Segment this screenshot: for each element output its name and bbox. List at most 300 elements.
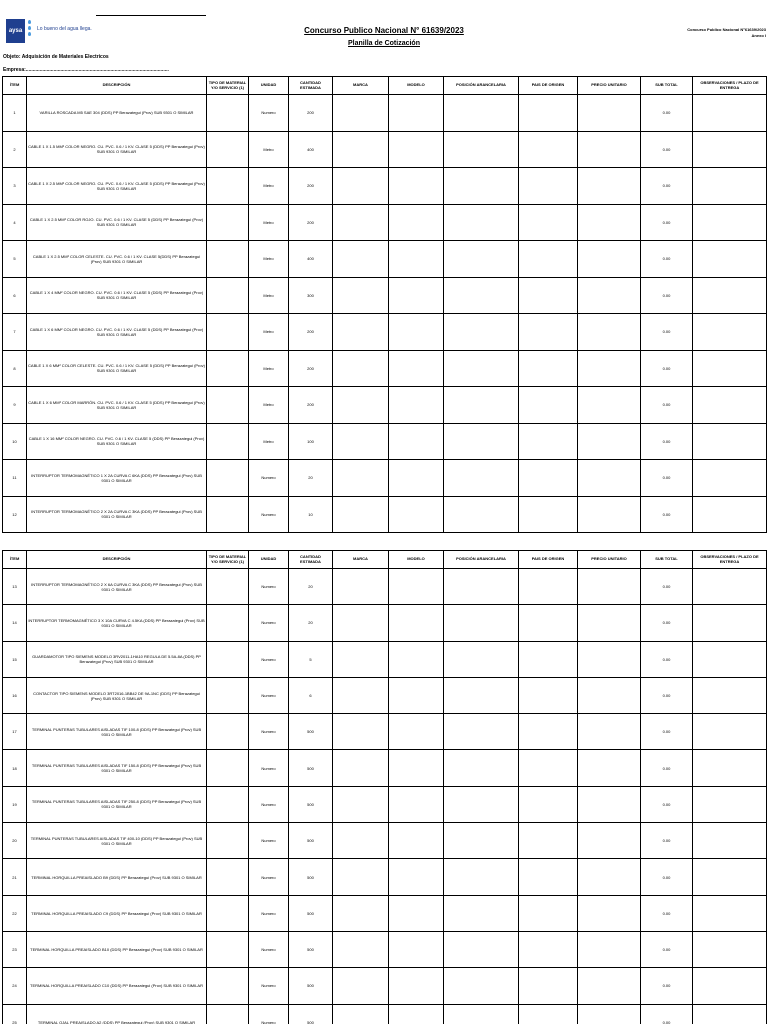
material-type-cell[interactable] (207, 314, 249, 351)
material-type-cell[interactable] (207, 859, 249, 895)
description-cell: CABLE 1 X 2.5 MM² COLOR CELESTE. CU. PVC. 0.6 / 1 KV. CLASE 5(DDS) PP Berazategui (Prov) SUB 9301 O SIMILAR (27, 241, 207, 278)
description-cell: TERMINAL PUNTERAS TUBULARES AISLADAS TIF 100-8 (DDS) PP Berazategui (Prov) SUB 9301 O SIMILAR (27, 714, 207, 750)
observations-cell[interactable] (693, 277, 767, 314)
quantity-cell: 400 (289, 131, 333, 168)
model-cell[interactable] (389, 823, 444, 859)
observations-cell[interactable] (693, 823, 767, 859)
tariff-position-cell[interactable] (444, 677, 519, 713)
tariff-position-cell[interactable] (444, 460, 519, 497)
brand-cell[interactable] (333, 931, 389, 967)
column-header: OBSERVACIONES / PLAZO DE ENTREGA (693, 77, 767, 95)
subtotal-cell: 0.00 (641, 714, 693, 750)
quantity-cell: 10 (289, 496, 333, 533)
tariff-position-cell[interactable] (444, 605, 519, 641)
item-cell: 10 (3, 423, 27, 460)
material-type-cell[interactable] (207, 714, 249, 750)
model-cell[interactable] (389, 350, 444, 387)
brand-cell[interactable] (333, 823, 389, 859)
model-cell[interactable] (389, 895, 444, 931)
tariff-position-cell[interactable] (444, 314, 519, 351)
unit-price-cell[interactable] (578, 95, 641, 132)
model-cell[interactable] (389, 168, 444, 205)
material-type-cell[interactable] (207, 895, 249, 931)
column-header: OBSERVACIONES / PLAZO DE ENTREGA (693, 551, 767, 569)
material-type-cell[interactable] (207, 204, 249, 241)
brand-cell[interactable] (333, 1004, 389, 1024)
observations-cell[interactable] (693, 677, 767, 713)
model-cell[interactable] (389, 277, 444, 314)
brand-cell[interactable] (333, 314, 389, 351)
item-cell: 19 (3, 786, 27, 822)
description-cell: INTERRUPTOR TERMOMAGNÉTICO 3 X 10A CURVA C 4.5KA (DDS) PP Berazategui (Prov) SUB 9301 O SIMILAR (27, 605, 207, 641)
subtotal-cell: 0.00 (641, 168, 693, 205)
brand-cell[interactable] (333, 460, 389, 497)
description-cell: TERMINAL PUNTERAS TUBULARES AISLADAS TIF 400-10 (DDS) PP Berazategui (Prov) SUB 9301 O SIMILAR (27, 823, 207, 859)
origin-country-cell[interactable] (519, 314, 578, 351)
table-row (3, 750, 767, 786)
subtotal-cell: 0.00 (641, 95, 693, 132)
quantity-cell: 500 (289, 786, 333, 822)
model-cell[interactable] (389, 714, 444, 750)
description-cell: CABLE 1 X 1.5 MM² COLOR NEGRO. CU. PVC. 0.6 / 1 KV. CLASE 5 (DDS) PP Berazategui (Prov) SUB 9301 O SIMILAR (27, 131, 207, 168)
unit-cell: Numero (249, 641, 289, 677)
item-cell: 18 (3, 750, 27, 786)
observations-cell[interactable] (693, 931, 767, 967)
material-type-cell[interactable] (207, 95, 249, 132)
item-cell: 13 (3, 569, 27, 605)
tariff-position-cell[interactable] (444, 750, 519, 786)
item-cell: 16 (3, 677, 27, 713)
tariff-position-cell[interactable] (444, 569, 519, 605)
table-row (3, 95, 767, 132)
model-cell[interactable] (389, 968, 444, 1004)
tariff-position-cell[interactable] (444, 1004, 519, 1024)
column-header: POSICIÓN ARANCELARIA (444, 551, 519, 569)
observations-cell[interactable] (693, 859, 767, 895)
unit-price-cell[interactable] (578, 641, 641, 677)
unit-cell: Numero (249, 895, 289, 931)
material-type-cell[interactable] (207, 931, 249, 967)
observations-cell[interactable] (693, 95, 767, 132)
unit-cell: Numero (249, 605, 289, 641)
origin-country-cell[interactable] (519, 641, 578, 677)
model-cell[interactable] (389, 641, 444, 677)
observations-cell[interactable] (693, 569, 767, 605)
observations-cell[interactable] (693, 750, 767, 786)
model-cell[interactable] (389, 786, 444, 822)
unit-price-cell[interactable] (578, 387, 641, 424)
brand-cell[interactable] (333, 750, 389, 786)
origin-country-cell[interactable] (519, 823, 578, 859)
subtotal-cell: 0.00 (641, 786, 693, 822)
brand-cell[interactable] (333, 168, 389, 205)
tariff-position-cell[interactable] (444, 968, 519, 1004)
column-header: DESCRIPCIÓN (27, 551, 207, 569)
material-type-cell[interactable] (207, 968, 249, 1004)
subtotal-cell: 0.00 (641, 460, 693, 497)
model-cell[interactable] (389, 460, 444, 497)
observations-cell[interactable] (693, 786, 767, 822)
subtotal-cell: 0.00 (641, 1004, 693, 1024)
table-row (3, 786, 767, 822)
unit-price-cell[interactable] (578, 131, 641, 168)
item-cell: 8 (3, 350, 27, 387)
column-header: PRECIO UNITARIO (578, 77, 641, 95)
quantity-cell: 500 (289, 895, 333, 931)
table-row (3, 241, 767, 278)
unit-price-cell[interactable] (578, 314, 641, 351)
description-cell: CABLE 1 X 6 MM² COLOR NEGRO. CU. PVC. 0.6 / 1 KV. CLASE 5 (DDS) PP Berazategui (Prov) SUB 9301 O SIMILAR (27, 314, 207, 351)
unit-cell: Numero (249, 677, 289, 713)
quantity-cell: 400 (289, 241, 333, 278)
origin-country-cell[interactable] (519, 968, 578, 1004)
unit-cell: Numero (249, 569, 289, 605)
brand-cell[interactable] (333, 496, 389, 533)
model-cell[interactable] (389, 677, 444, 713)
quantity-cell: 200 (289, 350, 333, 387)
subtotal-cell: 0.00 (641, 131, 693, 168)
column-header: ÍTEM (3, 77, 27, 95)
subtotal-cell: 0.00 (641, 314, 693, 351)
observations-cell[interactable] (693, 241, 767, 278)
unit-cell: Numero (249, 859, 289, 895)
tariff-position-cell[interactable] (444, 95, 519, 132)
subtotal-cell: 0.00 (641, 496, 693, 533)
brand-cell[interactable] (333, 677, 389, 713)
brand-cell[interactable] (333, 605, 389, 641)
description-cell: CABLE 1 X 2.5 MM² COLOR NEGRO. CU. PVC. 0.6 / 1 KV. CLASE 5 (DDS) PP Berazategui (Prov) SUB 9301 O SIMILAR (27, 168, 207, 205)
observations-cell[interactable] (693, 350, 767, 387)
signature-line (96, 15, 206, 16)
tariff-position-cell[interactable] (444, 714, 519, 750)
item-cell: 25 (3, 1004, 27, 1024)
quantity-cell: 200 (289, 314, 333, 351)
origin-country-cell[interactable] (519, 605, 578, 641)
brand-cell[interactable] (333, 241, 389, 278)
material-type-cell[interactable] (207, 423, 249, 460)
unit-price-cell[interactable] (578, 277, 641, 314)
origin-country-cell[interactable] (519, 95, 578, 132)
table-row (3, 859, 767, 895)
tariff-position-cell[interactable] (444, 931, 519, 967)
description-cell: CABLE 1 X 6 MM² COLOR MARRÓN. CU. PVC. 0.6 / 1 KV. CLASE 5 (DDS) PP Berazategui (Prov) SUB 9301 O SIMILAR (27, 387, 207, 424)
material-type-cell[interactable] (207, 387, 249, 424)
unit-price-cell[interactable] (578, 569, 641, 605)
table-row (3, 460, 767, 497)
origin-country-cell[interactable] (519, 168, 578, 205)
unit-price-cell[interactable] (578, 714, 641, 750)
aysa-logo: aysa (6, 19, 25, 43)
origin-country-cell[interactable] (519, 387, 578, 424)
model-cell[interactable] (389, 204, 444, 241)
brand-cell[interactable] (333, 95, 389, 132)
tariff-position-cell[interactable] (444, 204, 519, 241)
description-cell: CABLE 1 X 4 MM² COLOR NEGRO. CU. PVC. 0.6 / 1 KV. CLASE 5 (DDS) PP Berazategui (Prov) SUB 9301 O SIMILAR (27, 277, 207, 314)
unit-cell: Numero (249, 823, 289, 859)
annex-label: Anexo I (751, 33, 766, 38)
tariff-position-cell[interactable] (444, 131, 519, 168)
observations-cell[interactable] (693, 314, 767, 351)
unit-cell: Numero (249, 968, 289, 1004)
origin-country-cell[interactable] (519, 241, 578, 278)
unit-price-cell[interactable] (578, 460, 641, 497)
subtotal-cell: 0.00 (641, 859, 693, 895)
unit-cell: Numero (249, 496, 289, 533)
quantity-cell: 20 (289, 460, 333, 497)
observations-cell[interactable] (693, 1004, 767, 1024)
observations-cell[interactable] (693, 714, 767, 750)
tariff-position-cell[interactable] (444, 168, 519, 205)
model-cell[interactable] (389, 496, 444, 533)
brand-cell[interactable] (333, 968, 389, 1004)
observations-cell[interactable] (693, 641, 767, 677)
table-row (3, 387, 767, 424)
origin-country-cell[interactable] (519, 1004, 578, 1024)
brand-cell[interactable] (333, 786, 389, 822)
unit-price-cell[interactable] (578, 786, 641, 822)
item-cell: 2 (3, 131, 27, 168)
table-row (3, 931, 767, 967)
unit-cell: Metro (249, 387, 289, 424)
unit-price-cell[interactable] (578, 605, 641, 641)
model-cell[interactable] (389, 569, 444, 605)
quantity-cell: 200 (289, 95, 333, 132)
origin-country-cell[interactable] (519, 204, 578, 241)
table-row (3, 277, 767, 314)
column-header: PAIS DE ORIGEN (519, 551, 578, 569)
description-cell: TERMINAL PUNTERAS TUBULARES AISLADAS TIF 250-8 (DDS) PP Berazategui (Prov) SUB 9301 O SIMILAR (27, 786, 207, 822)
column-header: MARCA (333, 551, 389, 569)
unit-price-cell[interactable] (578, 895, 641, 931)
column-header: PRECIO UNITARIO (578, 551, 641, 569)
origin-country-cell[interactable] (519, 750, 578, 786)
unit-price-cell[interactable] (578, 241, 641, 278)
brand-cell[interactable] (333, 350, 389, 387)
observations-cell[interactable] (693, 131, 767, 168)
origin-country-cell[interactable] (519, 895, 578, 931)
table-row (3, 204, 767, 241)
table-row (3, 605, 767, 641)
brand-cell[interactable] (333, 423, 389, 460)
origin-country-cell[interactable] (519, 460, 578, 497)
item-cell: 9 (3, 387, 27, 424)
tariff-position-cell[interactable] (444, 786, 519, 822)
table-row (3, 569, 767, 605)
origin-country-cell[interactable] (519, 714, 578, 750)
observations-cell[interactable] (693, 423, 767, 460)
tariff-position-cell[interactable] (444, 350, 519, 387)
model-cell[interactable] (389, 750, 444, 786)
unit-cell: Numero (249, 1004, 289, 1024)
brand-cell[interactable] (333, 131, 389, 168)
brand-cell[interactable] (333, 859, 389, 895)
unit-price-cell[interactable] (578, 968, 641, 1004)
unit-cell: Metro (249, 277, 289, 314)
origin-country-cell[interactable] (519, 786, 578, 822)
observations-cell[interactable] (693, 460, 767, 497)
brand-cell[interactable] (333, 204, 389, 241)
material-type-cell[interactable] (207, 823, 249, 859)
unit-cell: Metro (249, 423, 289, 460)
item-cell: 3 (3, 168, 27, 205)
logo-tagline: Lo bueno del agua llega. (37, 26, 92, 32)
material-type-cell[interactable] (207, 605, 249, 641)
unit-price-cell[interactable] (578, 931, 641, 967)
brand-cell[interactable] (333, 277, 389, 314)
observations-cell[interactable] (693, 387, 767, 424)
origin-country-cell[interactable] (519, 859, 578, 895)
quantity-cell: 500 (289, 714, 333, 750)
description-cell: TERMINAL OJAL PREAISLADO A2 (DDS) PP Berazategui (Prov) SUB 9301 O SIMILAR (27, 1004, 207, 1024)
subtotal-cell: 0.00 (641, 387, 693, 424)
subtotal-cell: 0.00 (641, 350, 693, 387)
subtotal-cell: 0.00 (641, 641, 693, 677)
description-cell: INTERRUPTOR TERMOMAGNÉTICO 2 X 6A CURVA C 3KA (DDS) PP Berazategui (Prov) SUB 9301 O SIMILAR (27, 569, 207, 605)
table-row (3, 714, 767, 750)
quantity-cell: 20 (289, 605, 333, 641)
material-type-cell[interactable] (207, 350, 249, 387)
column-header: UNIDAD (249, 77, 289, 95)
brand-cell[interactable] (333, 714, 389, 750)
tariff-position-cell[interactable] (444, 241, 519, 278)
unit-price-cell[interactable] (578, 823, 641, 859)
model-cell[interactable] (389, 241, 444, 278)
material-type-cell[interactable] (207, 277, 249, 314)
material-type-cell[interactable] (207, 241, 249, 278)
tariff-position-cell[interactable] (444, 859, 519, 895)
column-header: CANTIDAD ESTIMADA (289, 77, 333, 95)
tariff-position-cell[interactable] (444, 823, 519, 859)
model-cell[interactable] (389, 387, 444, 424)
tariff-position-cell[interactable] (444, 387, 519, 424)
empresa-field[interactable]: Empresa:....................................................................................................... (3, 67, 169, 73)
quantity-cell: 200 (289, 168, 333, 205)
material-type-cell[interactable] (207, 1004, 249, 1024)
table-row (3, 314, 767, 351)
model-cell[interactable] (389, 423, 444, 460)
observations-cell[interactable] (693, 605, 767, 641)
tariff-position-cell[interactable] (444, 895, 519, 931)
unit-price-cell[interactable] (578, 859, 641, 895)
table-row (3, 350, 767, 387)
material-type-cell[interactable] (207, 569, 249, 605)
quotation-table-1 (2, 76, 767, 533)
subtotal-cell: 0.00 (641, 750, 693, 786)
model-cell[interactable] (389, 95, 444, 132)
model-cell[interactable] (389, 859, 444, 895)
table-row (3, 423, 767, 460)
model-cell[interactable] (389, 931, 444, 967)
item-cell: 22 (3, 895, 27, 931)
observations-cell[interactable] (693, 496, 767, 533)
item-cell: 1 (3, 95, 27, 132)
observations-cell[interactable] (693, 204, 767, 241)
subtotal-cell: 0.00 (641, 968, 693, 1004)
objeto-line: Objeto: Adquisición de Materiales Electricos (3, 54, 109, 60)
item-cell: 24 (3, 968, 27, 1004)
origin-country-cell[interactable] (519, 423, 578, 460)
column-header: MODELO (389, 551, 444, 569)
material-type-cell[interactable] (207, 168, 249, 205)
item-cell: 7 (3, 314, 27, 351)
unit-price-cell[interactable] (578, 168, 641, 205)
unit-price-cell[interactable] (578, 750, 641, 786)
brand-cell[interactable] (333, 569, 389, 605)
model-cell[interactable] (389, 605, 444, 641)
subtotal-cell: 0.00 (641, 931, 693, 967)
brand-cell[interactable] (333, 895, 389, 931)
reference-line: Concurso Publico Nacional N°61639/2023 (687, 27, 766, 32)
observations-cell[interactable] (693, 895, 767, 931)
origin-country-cell[interactable] (519, 496, 578, 533)
origin-country-cell[interactable] (519, 350, 578, 387)
unit-price-cell[interactable] (578, 423, 641, 460)
description-cell: GUARDAMOTOR TIPO SIEMENS MODELO 3RV2011-1HA10 REGULA DE 5.5A-8A (DDS) PP Berazategui (Prov) SUB 9301 O SIMILAR (27, 641, 207, 677)
origin-country-cell[interactable] (519, 931, 578, 967)
origin-country-cell[interactable] (519, 569, 578, 605)
material-type-cell[interactable] (207, 750, 249, 786)
column-header: UNIDAD (249, 551, 289, 569)
description-cell: INTERRUPTOR TERMOMAGNÉTICO 2 X 2A CURVA C 3KA (DDS) PP Berazategui (Prov) SUB 9301 O SIMILAR (27, 496, 207, 533)
column-header: TIPO DE MATERIAL Y/O SERVICIO (1) (207, 551, 249, 569)
quantity-cell: 500 (289, 859, 333, 895)
material-type-cell[interactable] (207, 496, 249, 533)
unit-cell: Metro (249, 241, 289, 278)
description-cell: CABLE 1 X 2.5 MM² COLOR ROJO. CU. PVC. 0.6 / 1 KV. CLASE 5 (DDS) PP Berazategui (Prov) SUB 9301 O SIMILAR (27, 204, 207, 241)
brand-cell[interactable] (333, 641, 389, 677)
table-row (3, 823, 767, 859)
observations-cell[interactable] (693, 168, 767, 205)
material-type-cell[interactable] (207, 786, 249, 822)
brand-cell[interactable] (333, 387, 389, 424)
subtotal-cell: 0.00 (641, 677, 693, 713)
unit-price-cell[interactable] (578, 496, 641, 533)
tariff-position-cell[interactable] (444, 641, 519, 677)
material-type-cell[interactable] (207, 460, 249, 497)
unit-price-cell[interactable] (578, 1004, 641, 1024)
subtotal-cell: 0.00 (641, 895, 693, 931)
item-cell: 14 (3, 605, 27, 641)
unit-price-cell[interactable] (578, 350, 641, 387)
column-header: MARCA (333, 77, 389, 95)
tariff-position-cell[interactable] (444, 423, 519, 460)
origin-country-cell[interactable] (519, 277, 578, 314)
model-cell[interactable] (389, 314, 444, 351)
quantity-cell: 100 (289, 423, 333, 460)
column-header: TIPO DE MATERIAL Y/O SERVICIO (1) (207, 77, 249, 95)
document-title: Concurso Publico Nacional N° 61639/2023 (304, 26, 464, 35)
table-row (3, 1004, 767, 1024)
material-type-cell[interactable] (207, 131, 249, 168)
unit-price-cell[interactable] (578, 677, 641, 713)
subtotal-cell: 0.00 (641, 277, 693, 314)
quantity-cell: 500 (289, 968, 333, 1004)
document-subtitle: Planilla de Cotización (348, 40, 420, 47)
tariff-position-cell[interactable] (444, 496, 519, 533)
origin-country-cell[interactable] (519, 131, 578, 168)
material-type-cell[interactable] (207, 677, 249, 713)
tariff-position-cell[interactable] (444, 277, 519, 314)
column-header: MODELO (389, 77, 444, 95)
unit-price-cell[interactable] (578, 204, 641, 241)
model-cell[interactable] (389, 131, 444, 168)
model-cell[interactable] (389, 1004, 444, 1024)
item-cell: 20 (3, 823, 27, 859)
material-type-cell[interactable] (207, 641, 249, 677)
quantity-cell: 5 (289, 641, 333, 677)
origin-country-cell[interactable] (519, 677, 578, 713)
observations-cell[interactable] (693, 968, 767, 1004)
